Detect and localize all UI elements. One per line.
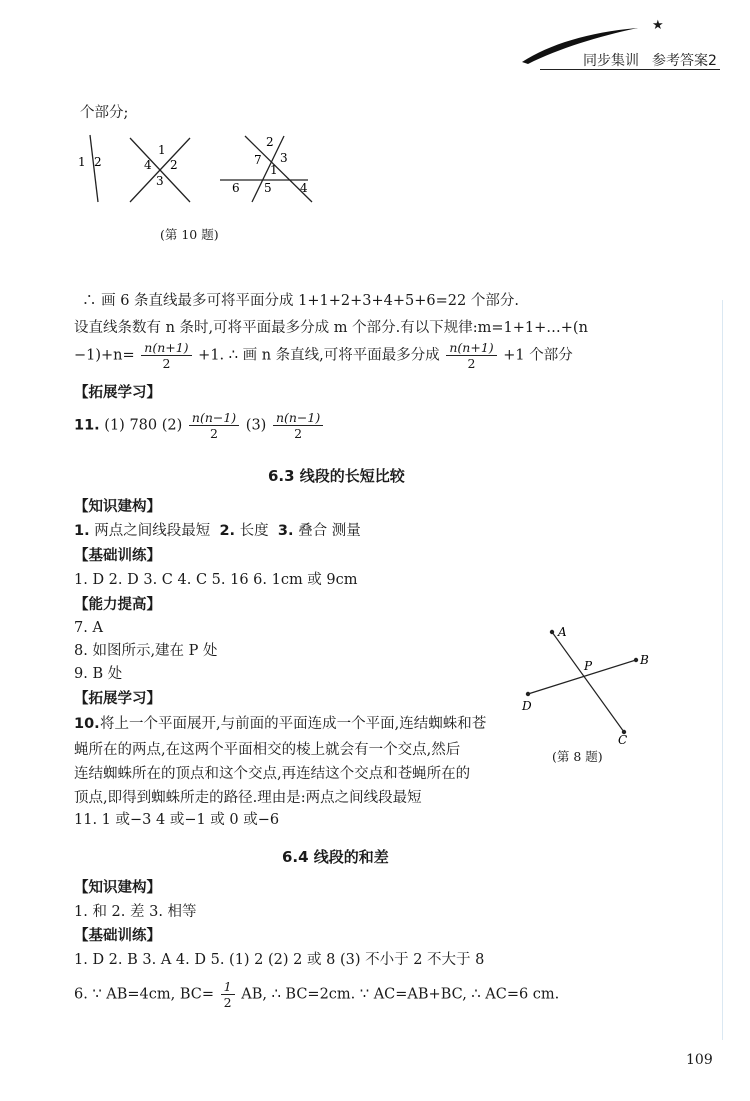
- header-star-icon: ★: [652, 18, 664, 33]
- fraction-denominator: 2: [210, 426, 218, 441]
- figure-10-d2-label-4: 4: [144, 158, 152, 172]
- s63-heading-basic: 【基础训练】: [74, 548, 161, 564]
- figure-10-d3-label-1: 1: [270, 163, 278, 177]
- figure-10-diagram-1: [78, 135, 102, 202]
- figure-10-diagram-2: [130, 138, 190, 202]
- s63-line-1: [74, 521, 361, 541]
- figure-8-label-p: P: [584, 659, 593, 673]
- s64-line-2: 1. D 2. B 3. A 4. D 5. (1) 2 (2) 2 或 8 (3) 不小于 2 不大于 8: [74, 952, 485, 968]
- answer-line-2: 设直线条数有 n 条时,可将平面最多分成 m 个部分.有以下规律:m=1+1+…+(n: [74, 320, 588, 336]
- figure-10-d2-label-3: 3: [156, 174, 164, 188]
- s63-q10-line-1: 将上一个平面展开,与前面的平面连成一个平面,连结蜘蛛和苍: [100, 716, 487, 732]
- figure-10-d1-label-1: 1: [78, 155, 86, 169]
- figure-8-label-c: C: [618, 733, 628, 747]
- s64-heading-knowledge: 【知识建构】: [74, 880, 161, 896]
- intro-text: 个部分;: [80, 105, 129, 121]
- fraction-denominator: 2: [162, 356, 171, 371]
- figure-10-d3-label-7: 7: [254, 153, 262, 167]
- s63-q10-line-2: 蝇所在的两点,在这两个平面相交的棱上就会有一个交点,然后: [74, 742, 461, 758]
- fraction-denominator: 2: [467, 356, 476, 371]
- figure-10-caption: (第 10 题): [160, 227, 219, 242]
- fraction-numerator: n(n−1): [189, 410, 239, 426]
- fraction-denominator: 2: [223, 995, 232, 1010]
- s63-heading-knowledge: 【知识建构】: [74, 499, 161, 515]
- s64-line-1: 1. 和 2. 差 3. 相等: [74, 904, 197, 920]
- figure-8-caption: (第 8 题): [552, 749, 603, 764]
- s63-l1-c: 叠合 测量: [298, 523, 361, 539]
- s64-l3-a: 6. ∵ AB=4cm, BC=: [74, 986, 215, 1003]
- fraction-denominator: 2: [294, 426, 303, 441]
- figure-8-label-b: B: [640, 653, 649, 667]
- figure-10-d2-label-1: 1: [158, 143, 166, 157]
- ext1-q11-number: 11.: [74, 417, 100, 434]
- s63-l1-b: 长度: [239, 523, 269, 539]
- fraction-n-n-plus-1: [141, 340, 191, 371]
- fraction-n-n-plus-1-b: [446, 340, 496, 371]
- s63-q10-line-4: 顶点,即得到蜘蛛所走的路径.理由是:两点之间线段最短: [74, 790, 422, 806]
- figure-8: [518, 620, 668, 750]
- ext1-q11-part-b: (3): [245, 417, 267, 434]
- s63-line-3: 7. A: [74, 620, 103, 636]
- header-rule: [540, 69, 720, 70]
- s63-heading-extension: 【拓展学习】: [74, 691, 161, 707]
- section-6-3-title: 6.3 线段的长短比较: [268, 467, 405, 485]
- ext1-q11-part-a: (1) 780 (2): [104, 417, 183, 434]
- s63-q10-line-3: 连结蜘蛛所在的顶点和这个交点,再连结这个交点和苍蝇所在的: [74, 766, 471, 782]
- fraction-numerator: n(n+1): [446, 340, 496, 356]
- figure-10: [70, 130, 340, 220]
- right-margin-rule: [722, 300, 723, 1040]
- fraction-numerator: n(n−1): [273, 410, 323, 426]
- s63-line-2: 1. D 2. D 3. C 4. C 5. 16 6. 1cm 或 9cm: [74, 572, 358, 588]
- figure-10-d3-label-5: 5: [264, 181, 272, 195]
- fraction-numerator: 1: [221, 979, 235, 995]
- figure-10-d3-label-2: 2: [266, 135, 274, 149]
- s63-l1-num-3: 3.: [277, 523, 294, 539]
- answer-line-3-b: +1. ∴ 画 n 条直线,可将平面最多分成: [198, 347, 440, 364]
- figure-10-d3-label-6: 6: [232, 181, 240, 195]
- extension-heading-1: 【拓展学习】: [74, 385, 161, 401]
- s64-l3-b: AB, ∴ BC=2cm. ∵ AC=AB+BC, ∴ AC=6 cm.: [241, 986, 560, 1003]
- answer-line-3: [74, 340, 573, 371]
- s63-line-5: 9. B 处: [74, 666, 123, 682]
- answer-line-1: ∴ 画 6 条直线最多可将平面分成 1+1+2+3+4+5+6=22 个部分.: [82, 293, 519, 309]
- figure-10-d3-label-4: 4: [300, 181, 308, 195]
- fraction-n-n-minus-1-b: [273, 410, 323, 441]
- s64-heading-basic: 【基础训练】: [74, 928, 161, 944]
- figure-8-label-d: D: [522, 699, 532, 713]
- s64-line-3: [74, 979, 559, 1010]
- s63-l1-a: 两点之间线段最短: [94, 523, 211, 539]
- header-title: 同步集训: [583, 53, 639, 69]
- page-number: 109: [686, 1052, 713, 1068]
- answer-line-3-c: +1 个部分: [503, 347, 573, 364]
- fraction-one-half: [221, 979, 235, 1010]
- answer-line-3-a: −1)+n=: [74, 347, 135, 364]
- figure-10-d2-label-2: 2: [170, 158, 178, 172]
- figure-8-label-a: A: [558, 625, 567, 639]
- figure-10-diagram-3: [220, 135, 312, 202]
- s63-q10-number: 10.: [74, 716, 100, 732]
- s63-heading-ability: 【能力提高】: [74, 597, 161, 613]
- s63-l1-num-1: 1.: [74, 523, 90, 539]
- section-6-4-title: 6.4 线段的和差: [282, 848, 389, 866]
- s63-l1-num-2: 2.: [219, 523, 236, 539]
- ext1-q11: [74, 410, 325, 441]
- figure-10-d3-label-3: 3: [280, 151, 288, 165]
- s63-line-11: 11. 1 或−3 4 或−1 或 0 或−6: [74, 812, 280, 828]
- figure-10-d1-label-2: 2: [94, 155, 102, 169]
- fraction-n-n-minus-1: [189, 410, 239, 441]
- fraction-numerator: n(n+1): [141, 340, 191, 356]
- header-subtitle: 参考答案2: [652, 53, 717, 69]
- s63-line-4: 8. 如图所示,建在 P 处: [74, 643, 218, 659]
